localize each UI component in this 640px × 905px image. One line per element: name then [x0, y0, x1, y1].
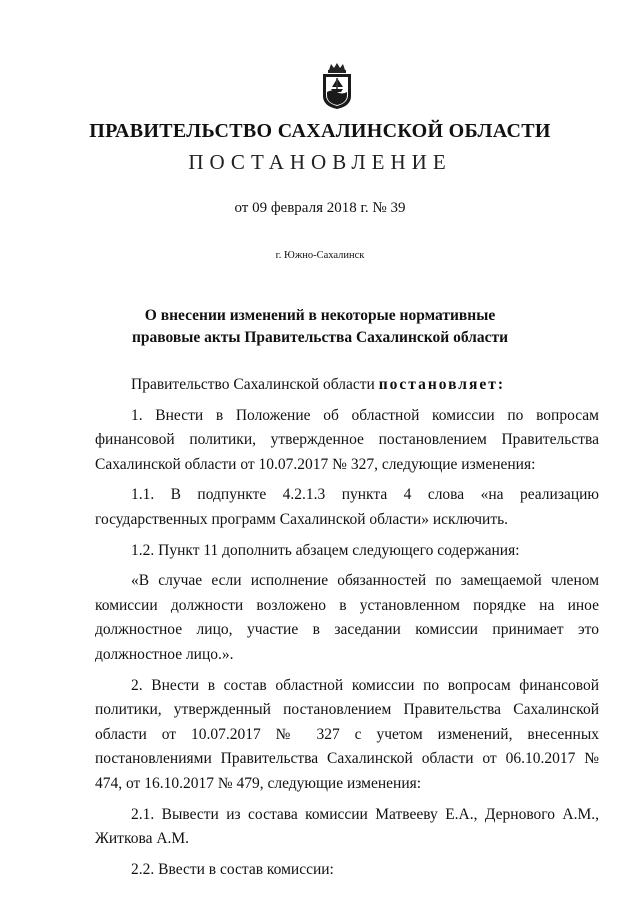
- subject-line-1: О внесении изменений в некоторые нормативные: [144, 307, 496, 324]
- coat-of-arms-icon: [317, 62, 357, 110]
- paragraph-2: 2. Внести в состав областной комиссии по вопросам финансовой политики, утвержденный постановлением Правительства Сахалинской области от 10.07.2017 № 327 с учетом изменений, внесенных постановлениями Правительства Сахалинской области от 06.10.2017 № 474, от 16.10.2017 № 479, следующие изменения:: [95, 676, 599, 792]
- paragraph-1-2-quote: «В случае если исполнение обязанностей по замещаемой членом комиссии должности возложено в установленном порядке на иное должностное лицо, участие в заседании комиссии принимает это должностное лицо.».: [95, 572, 599, 663]
- document-body: [95, 373, 599, 882]
- government-title: ПРАВИТЕЛЬСТВО САХАЛИНСКОЙ ОБЛАСТИ: [89, 120, 551, 142]
- paragraph-1-1: 1.1. В подпункте 4.2.1.3 пункта 4 слова «на реализацию государственных программ Сахалинской области» исключить.: [95, 486, 599, 528]
- document-type: ПОСТАНОВЛЕНИЕ: [188, 150, 452, 174]
- intro-paragraph: [95, 373, 599, 398]
- intro-text: Правительство Сахалинской области: [131, 376, 379, 393]
- paragraph-1: 1. Внести в Положение об областной комиссии по вопросам финансовой политики, утвержденное постановлением Правительства Сахалинской области от 10.07.2017 № 327, следующие изменения:: [95, 406, 599, 473]
- paragraph-1-2: 1.2. Пункт 11 дополнить абзацем следующего содержания:: [131, 541, 520, 559]
- paragraph-2-2: 2.2. Ввести в состав комиссии:: [131, 860, 334, 878]
- intro-verb: постановляет:: [378, 376, 506, 393]
- document-city: г. Южно-Сахалинск: [275, 250, 365, 261]
- document-subject: [0, 305, 640, 349]
- document-date-number: от 09 февраля 2018 г. № 39: [234, 200, 406, 216]
- paragraph-2-1: 2.1. Вывести из состава комиссии Матвееву Е.А., Дернового А.М., Житкова А.М.: [95, 805, 599, 848]
- subject-line-2: правовые акты Правительства Сахалинской области: [131, 329, 509, 346]
